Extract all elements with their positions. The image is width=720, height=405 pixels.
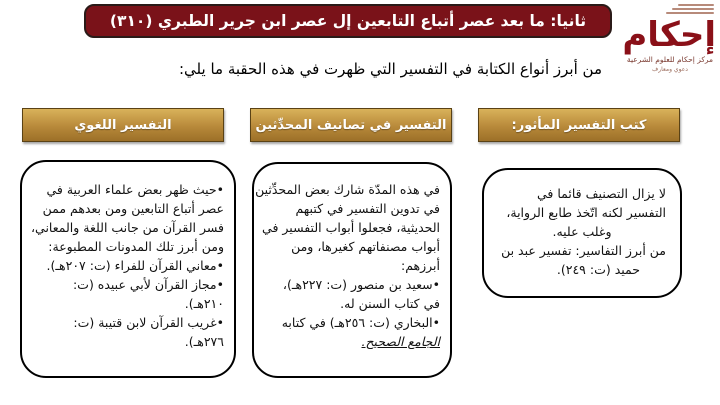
header-athar-tafsir	[478, 108, 680, 142]
text-line: حميد (ت: ٢٤٩).	[556, 262, 640, 277]
ihkam-logo	[624, 4, 716, 76]
logo-wordmark: إحكام	[622, 15, 716, 55]
text-line: الحديثية، فجعلوا أبواب التفسير في	[262, 220, 440, 235]
text-line: أبرزهم:	[400, 258, 440, 273]
text-line: الجامع الصحيح.	[361, 334, 440, 349]
text-line: •حيث ظهر بعض علماء العربية في	[46, 182, 224, 197]
box-athar	[482, 168, 682, 298]
text-line: في هذه المدّة شارك بعض المحدِّثين	[255, 182, 440, 197]
intro-text: من أبرز أنواع الكتابة في التفسير التي ظهرت في هذه الحقبة ما يلي:	[179, 60, 602, 78]
box-athar-text	[498, 184, 666, 279]
text-line: ومن أبرز تلك المدونات المطبوعة:	[48, 239, 224, 254]
text-line: التفسير لكنه اتّخذ طابع الرواية،	[506, 205, 666, 220]
header-muhaddith-tafsir	[250, 108, 452, 142]
header-linguistic-label: التفسير اللغوي	[74, 117, 172, 133]
box-muhaddith	[252, 162, 452, 378]
text-line: •سعيد بن منصور (ت: ٢٢٧هـ)،	[282, 277, 440, 292]
text-line: وغلب عليه.	[552, 224, 612, 239]
text-line: •مجاز القرآن لأبي عبيده (ت:	[72, 277, 224, 292]
text-line: من أبرز التفاسير: تفسير عبد بن	[501, 243, 666, 258]
box-linguistic-text	[30, 180, 224, 351]
slide-title: ثانيا: ما بعد عصر أتباع التابعين إل عصر ابن جرير الطبري (٣١٠)	[109, 12, 587, 30]
text-line: ٢٧٦هـ).	[184, 334, 224, 349]
header-linguistic-tafsir	[22, 108, 224, 142]
text-line: لا يزال التصنيف قائما في	[536, 186, 666, 201]
title-banner	[84, 4, 612, 38]
text-line: فسر القرآن من جانب اللغة والمعاني،	[30, 220, 224, 235]
text-line: •غريب القرآن لابن قتيبة (ت:	[73, 315, 224, 330]
logo-subtitle: مركز إحكام للعلوم الشرعية	[626, 55, 714, 64]
header-muhaddith-label: التفسير في تصانيف المحدِّثين	[255, 117, 447, 133]
box-linguistic	[20, 160, 236, 378]
text-line: •معاني القرآن للفراء (ت: ٢٠٧هـ).	[46, 258, 224, 273]
text-line: أبواب مصنفاتهم كغيرها، ومن	[291, 239, 440, 254]
header-athar-label: كتب التفسير المأثور:	[511, 117, 647, 133]
logo-tagline: دعوي ومعارف	[652, 66, 688, 73]
text-line: •البخاري (ت: ٢٥٦هـ) في كتابه	[281, 315, 440, 330]
text-line: ٢١٠هـ).	[184, 296, 224, 311]
text-line: في كتاب السنن له.	[340, 296, 440, 311]
box-muhaddith-text	[255, 180, 440, 351]
text-line: عصر أتباع التابعين ومن بعدهم ممن	[42, 201, 224, 216]
text-line: في تدوين التفسير في كتبهم	[295, 201, 440, 216]
